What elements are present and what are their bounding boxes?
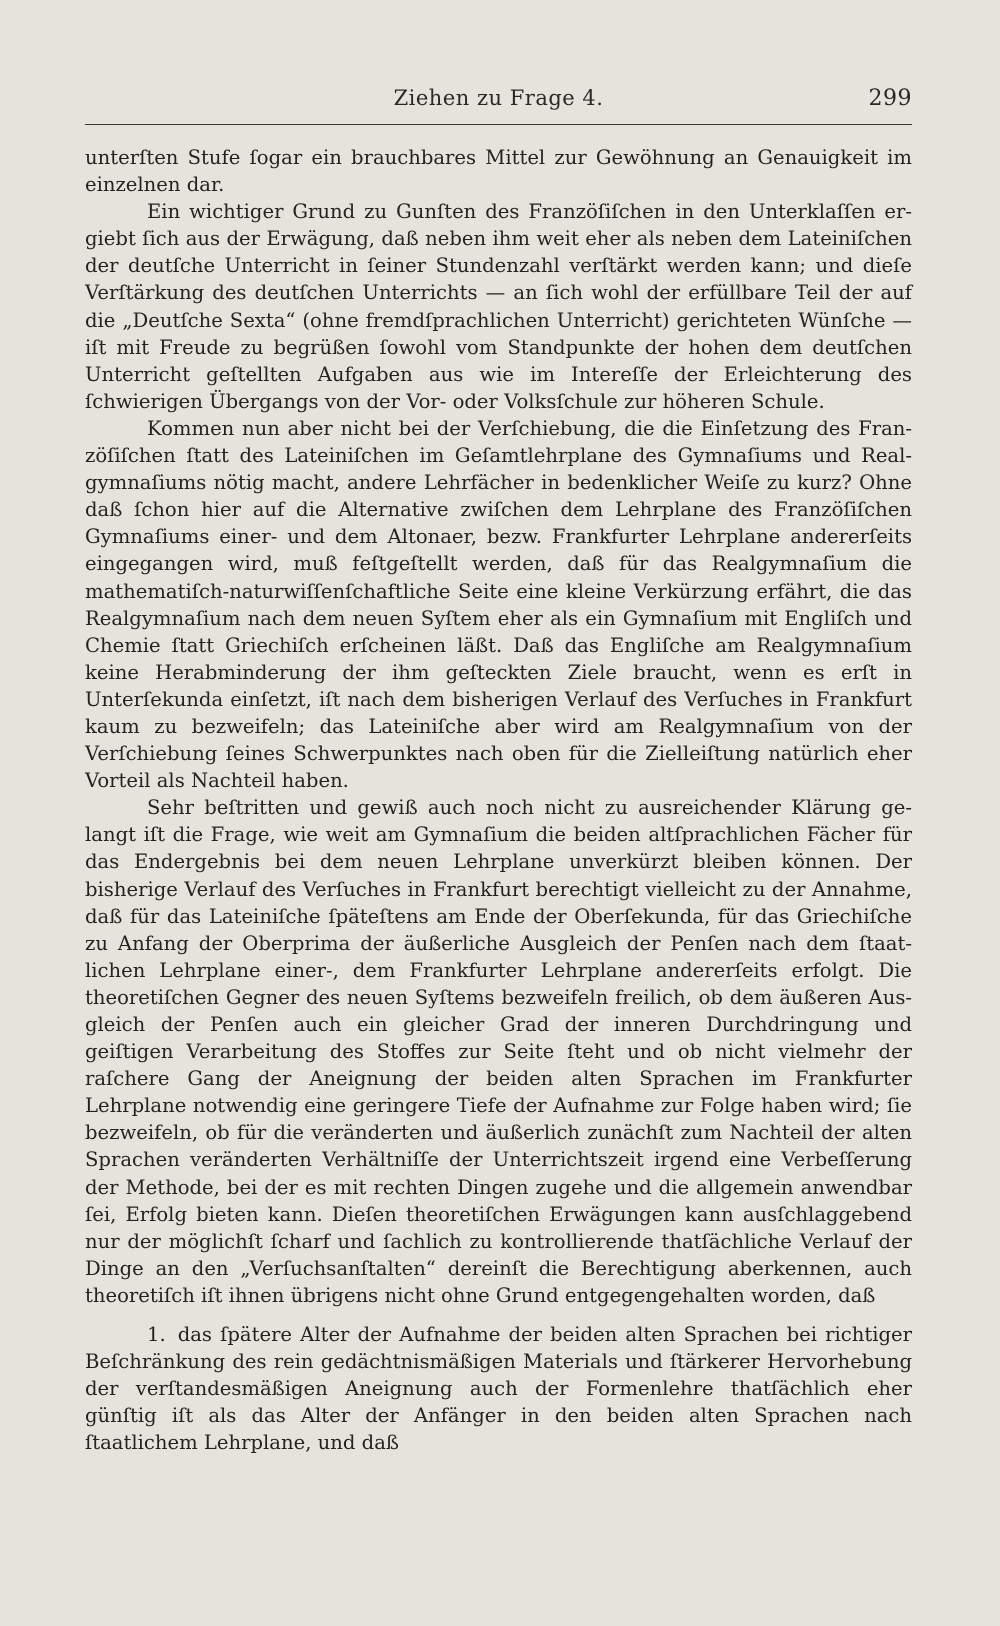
header-rule bbox=[85, 124, 912, 125]
list-item bbox=[85, 1321, 912, 1456]
paragraph: Ein wichtiger Grund zu Gunſten des Franzöſiſchen in den Unterklaſſen ergiebt ſich aus der Erwägung, daß neben ihm weit eher als neben dem Lateiniſchen der deutſche Unterricht in ſeiner Stundenzahl verſtärkt werden kann; und dieſe Verſtärkung des deutſchen Unterrichts — an ſich wohl der erfüllbare Teil der auf die „Deutſche Sexta“ (ohne fremdſprachlichen Unterricht) gerichteten Wünſche — iſt mit Freude zu begrüßen ſowohl vom Standpunkte der hohen dem deutſchen Unterricht geſtellten Aufgaben aus wie im Intereſſe der Erleichterung des ſchwierigen Übergangs von der Vor- oder Volksſchule zur höheren Schule. bbox=[85, 200, 912, 413]
paragraph: Sehr beſtritten und gewiß auch noch nicht zu ausreichender Klärung gelangt iſt die Frage, wie weit am Gymnaſium die beiden altſprachlichen Fächer für das Endergebnis bei dem neuen Lehrplane unverkürzt bleiben können. Der bisherige Verlauf des Verſuches in Frankfurt berechtigt vielleicht zu der Annahme, daß für das Lateiniſche ſpäteſtens am Ende der Oberſekunda, für das Griechiſche zu Anfang der Oberprima der äußerliche Ausgleich der Penſen nach dem ſtaatlichen Lehrplane einer-, dem Frankfurter Lehrplane andererſeits erfolgt. Die theoretiſchen Gegner des neuen Syſtems bezweifeln freilich, ob dem äußeren Ausgleich der Penſen auch ein gleicher Grad der inneren Durchdringung und geiſtigen Verarbeitung des Stoffes zur Seite ſteht und ob nicht vielmehr der raſchere Gang der Aneignung der beiden alten Sprachen im Frankfurter Lehrplane notwendig eine geringere Tiefe der Aufnahme zur Folge haben wird; ſie bezweifeln, ob für die veränderten und äußerlich zunächſt zum Nachteil der alten Sprachen veränderten Verhältniſſe der Unterrichtszeit irgend eine Verbeſſerung der Methode, bei der es mit rechten Dingen zugehe und die allgemein anwendbar ſei, Erfolg bieten kann. Dieſen theoretiſchen Erwägungen kann ausſchlaggebend nur der möglichſt ſcharf und ſachlich zu kontrollierende thatſächliche Verlauf der Dinge an den „Verſuchsanſtalten“ dereinſt die Berechtigung aberkennen, auch theoretiſch iſt ihnen übrigens nicht ohne Grund entgegengehalten worden, daß bbox=[85, 796, 912, 1307]
running-title: Ziehen zu Frage 4. bbox=[393, 86, 604, 110]
paragraph-continuation: unterſten Stufe ſogar ein brauchbares Mittel zur Gewöhnung an Genauigkeit im einzelnen dar. bbox=[85, 146, 912, 197]
running-head bbox=[85, 86, 912, 120]
body-text bbox=[85, 144, 912, 1457]
paragraph: Kommen nun aber nicht bei der Verſchiebung, die die Einſetzung des Franzöſiſchen ſtatt des Lateiniſchen im Geſamtlehrplane des Gymnaſiums und Realgymnaſiums nötig macht, andere Lehrfächer in bedenklicher Weiſe zu kurz? Ohne daß ſchon hier auf die Alternative zwiſchen dem Lehrplane des Franzöſiſchen Gymnaſiums einer- und dem Altonaer, bezw. Frankfurter Lehrplane andererſeits eingegangen wird, muß feſtgeſtellt werden, daß für das Realgymnaſium die mathematiſch-naturwiſſenſchaftliche Seite eine kleine Verkürzung erfährt, die das Realgymnaſium nach dem neuen Syſtem eher als ein Gymnaſium mit Engliſch und Chemie ſtatt Griechiſch erſcheinen läßt. Daß das Engliſche am Realgymnaſium keine Herabminderung der ihm geſteckten Ziele braucht, wenn es erſt in Unterſekunda einſetzt, iſt nach dem bisherigen Verlauf des Verſuches in Frankfurt kaum zu bezweifeln; das Lateiniſche aber wird am Realgymnaſium von der Verſchiebung ſeines Schwerpunktes nach oben für die Zielleiſtung natürlich eher Vorteil als Nachteil haben. bbox=[85, 416, 912, 793]
list-item-text: das ſpätere Alter der Aufnahme der beiden alten Sprachen bei richtiger Beſchränkung des rein gedächtnismäßigen Materials und ſtärkerer Hervorhebung der verſtandesmäßigen Aneignung auch der Formenlehre thatſächlich eher günſtig iſt als das Alter der Anfänger in den beiden alten Sprachen nach ſtaatlichem Lehrplane, und daß bbox=[85, 1323, 912, 1455]
page-number: 299 bbox=[868, 86, 912, 111]
numbered-list bbox=[85, 1321, 912, 1456]
list-item-number: 1. bbox=[147, 1323, 166, 1347]
